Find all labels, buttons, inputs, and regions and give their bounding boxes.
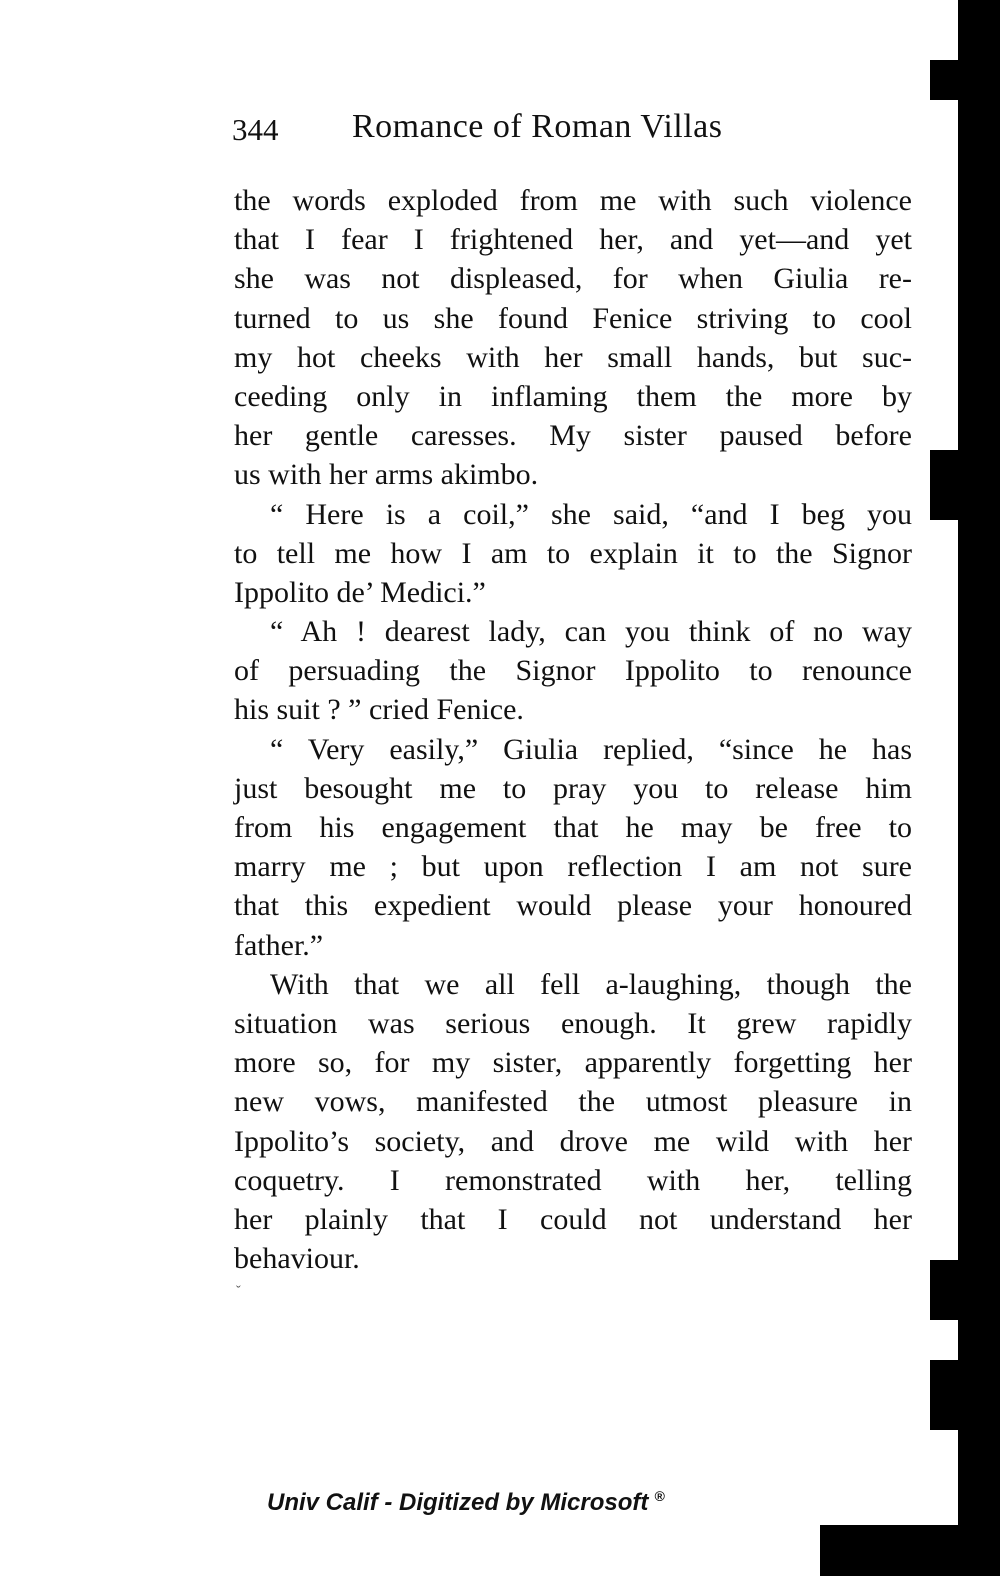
text-line: marry me ; but upon reflection I am not sure	[234, 850, 912, 884]
text-line: With that we all fell a-laughing, though the	[270, 967, 912, 1001]
scan-edge-notch	[930, 1360, 960, 1430]
scan-edge-notch	[820, 1525, 960, 1576]
text-line: more so, for my sister, apparently forgetting her	[234, 1046, 912, 1080]
digitization-watermark	[267, 1488, 747, 1528]
text-line: behaviour.	[234, 1242, 360, 1276]
text-line: from his engagement that he may be free to	[234, 811, 912, 844]
text-line: her gentle caresses. My sister paused before	[234, 419, 912, 453]
scan-edge-notch	[930, 60, 960, 100]
text-line: that I fear I frightened her, and yet—and yet	[234, 223, 912, 257]
text-line: “ Very easily,” Giulia replied, “since he has	[270, 732, 912, 766]
running-header	[232, 108, 792, 152]
text-line: turned to us she found Fenice striving to cool	[234, 301, 912, 335]
scan-edge-notch	[930, 1260, 960, 1320]
scan-edge-strip	[958, 0, 1000, 1576]
page-number: 344	[232, 112, 279, 147]
text-line: father.”	[234, 928, 324, 962]
text-line: coquetry. I remonstrated with her, telling	[234, 1163, 912, 1197]
text-line: “ Here is a coil,” she said, “and I beg you	[270, 497, 912, 531]
body-text	[234, 181, 912, 1278]
text-line: us with her arms akimbo.	[234, 458, 539, 492]
text-line: ceeding only in inflaming them the more by	[234, 379, 912, 413]
text-line: “ Ah ! dearest lady, can you think of no way	[270, 615, 912, 649]
stray-ink-mark: ˇ	[236, 1284, 241, 1299]
text-line: situation was serious enough. It grew rapidly	[234, 1006, 912, 1040]
text-line: his suit ? ” cried Fenice.	[234, 693, 524, 727]
text-line: new vows, manifested the utmost pleasure in	[234, 1085, 912, 1119]
text-line: her plainly that I could not understand her	[234, 1202, 912, 1236]
text-line: she was not displeased, for when Giulia re-	[234, 262, 912, 296]
text-line: that this expedient would please your honoured	[234, 889, 912, 923]
watermark-mark: ®	[654, 1488, 665, 1504]
scan-edge-notch	[930, 450, 960, 520]
text-line: of persuading the Signor Ippolito to renounce	[234, 654, 912, 688]
text-line: my hot cheeks with her small hands, but suc-	[234, 340, 912, 374]
text-line: the words exploded from me with such violence	[234, 184, 912, 217]
text-line: to tell me how I am to explain it to the Signor	[234, 536, 912, 570]
watermark-text: Univ Calif - Digitized by Microsoft	[267, 1489, 649, 1516]
text-line: just besought me to pray you to release him	[234, 771, 912, 805]
text-line: Ippolito’s society, and drove me wild with her	[234, 1124, 912, 1158]
text-line: Ippolito de’ Medici.”	[234, 575, 486, 609]
running-title: Romance of Roman Villas	[352, 108, 723, 145]
